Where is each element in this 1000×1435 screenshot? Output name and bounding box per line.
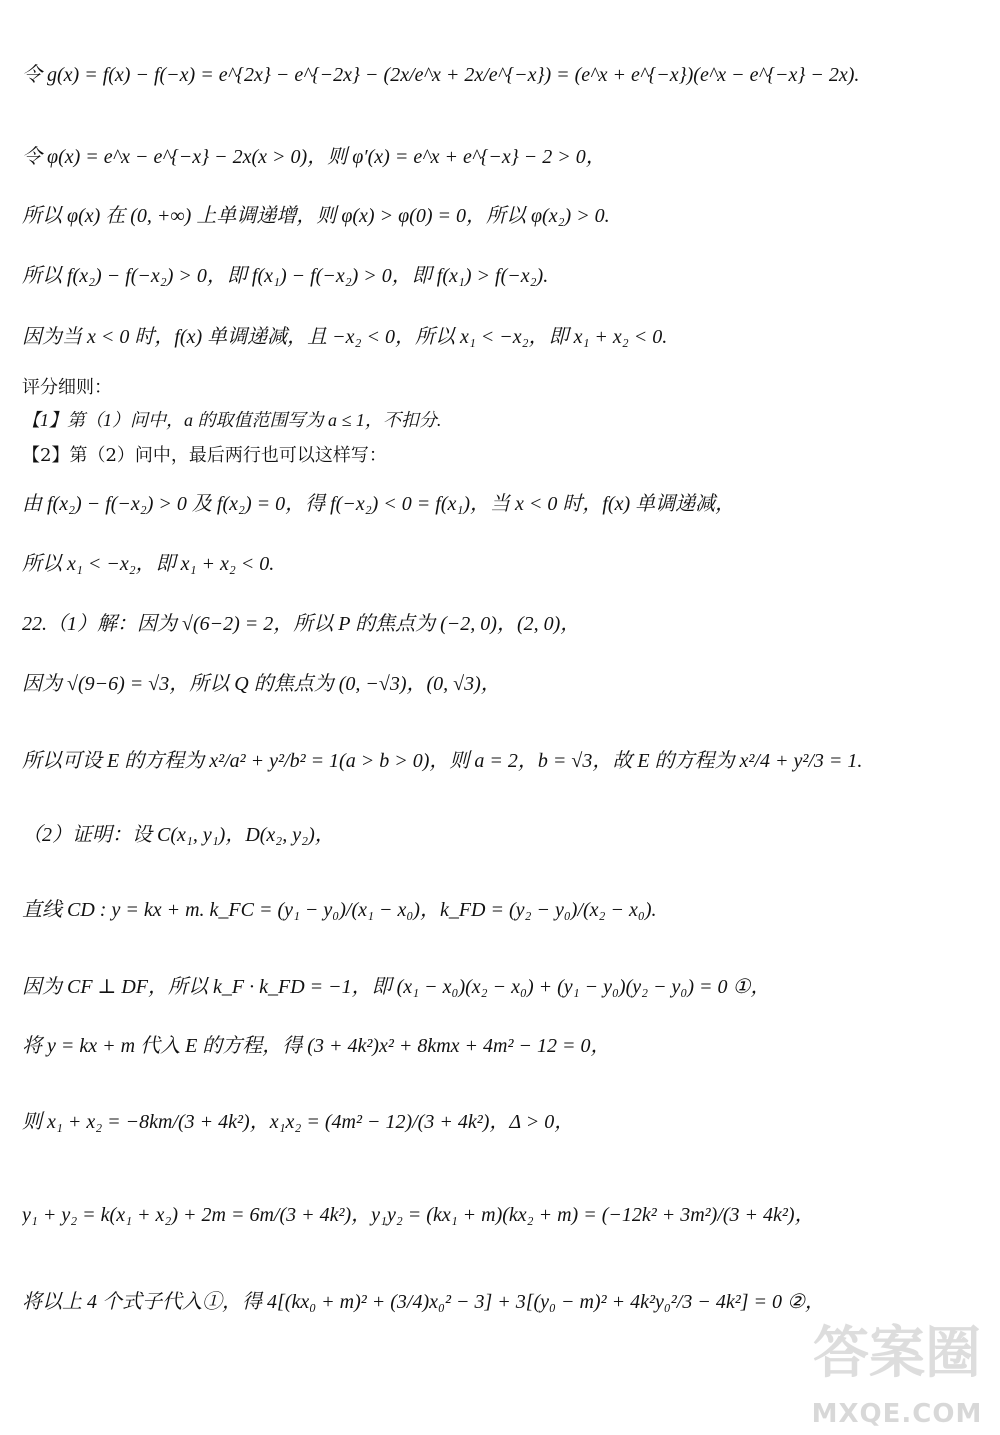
line-18: 则 x₁ + x₂ = −8km/(3 + 4k²)，x₁x₂ = (4m² − 12)/(3 + 4k²)，Δ > 0， xyxy=(22,1111,575,1133)
watermark-site: MXQE.COM xyxy=(811,1399,983,1429)
line-11: 22.（1）解：因为 √(6−2) = 2，所以 P 的焦点为 (−2, 0)，(2, 0)， xyxy=(22,613,581,635)
grading-item-2: 【2】第（2）问中，最后两行也可以这样写： xyxy=(22,445,387,466)
line-10: 所以 x₁ < −x₂，即 x₁ + x₂ < 0. xyxy=(22,553,275,575)
line-15: 直线 CD : y = kx + m. k_FC = (y₁ − y₀)/(x₁ − x₀)，k_FD = (y₂ − y₀)/(x₂ − x₀). xyxy=(22,899,657,921)
grading-title: 评分细则： xyxy=(22,377,112,398)
line-19: y₁ + y₂ = k(x₁ + x₂) + 2m = 6m/(3 + 4k²)，y₁y₂ = (kx₁ + m)(kx₂ + m) = (−12k² + 3m²)/(3 + 4k²)， xyxy=(22,1204,815,1226)
line-5: 因为当 x < 0 时，f(x) 单调递减，且 −x₂ < 0，所以 x₁ < −x₂，即 x₁ + x₂ < 0. xyxy=(22,326,668,348)
line-9: 由 f(x₂) − f(−x₂) > 0 及 f(x₂) = 0，得 f(−x₂) < 0 = f(x₁)，当 x < 0 时，f(x) 单调递减， xyxy=(22,493,736,515)
line-20: 将以上 4 个式子代入①，得 4[(kx₀ + m)² + (3/4)x₀² − 3] + 3[(y₀ − m)² + 4k²y₀²/3 − 4k²] = 0 ②， xyxy=(22,1291,825,1313)
line-3: 所以 φ(x) 在 (0, +∞) 上单调递增，则 φ(x) > φ(0) = 0，所以 φ(x₂) > 0. xyxy=(22,205,610,227)
line-12: 因为 √(9−6) = √3，所以 Q 的焦点为 (0, −√3)，(0, √3)， xyxy=(22,673,501,695)
line-16: 因为 CF ⊥ DF，所以 k_F · k_FD = −1，即 (x₁ − x₀)(x₂ − x₀) + (y₁ − y₀)(y₂ − y₀) = 0 ①， xyxy=(22,976,771,998)
line-13: 所以可设 E 的方程为 x²/a² + y²/b² = 1(a > b > 0)，则 a = 2，b = √3，故 E 的方程为 x²/4 + y²/3 = 1. xyxy=(22,750,863,772)
line-2: 令 φ(x) = e^x − e^{−x} − 2x(x > 0)，则 φ′(x) = e^x + e^{−x} − 2 > 0， xyxy=(22,146,606,168)
watermark-logo xyxy=(802,1309,992,1429)
grading-item-1: 【1】第（1）问中，a 的取值范围写为 a ≤ 1，不扣分. xyxy=(22,410,442,430)
watermark-logo-text: 答案圈 xyxy=(813,1321,981,1386)
line-14: （2）证明：设 C(x₁, y₁)，D(x₂, y₂)， xyxy=(22,824,335,846)
line-17: 将 y = kx + m 代入 E 的方程，得 (3 + 4k²)x² + 8kmx + 4m² − 12 = 0， xyxy=(22,1035,611,1057)
line-4: 所以 f(x₂) − f(−x₂) > 0，即 f(x₁) − f(−x₂) > 0，即 f(x₁) > f(−x₂). xyxy=(22,265,549,287)
line-1: 令 g(x) = f(x) − f(−x) = e^{2x} − e^{−2x} − (2x/e^x + 2x/e^{−x}) = (e^x + e^{−x})(e^x − e^{−x} − 2x). xyxy=(22,64,860,86)
